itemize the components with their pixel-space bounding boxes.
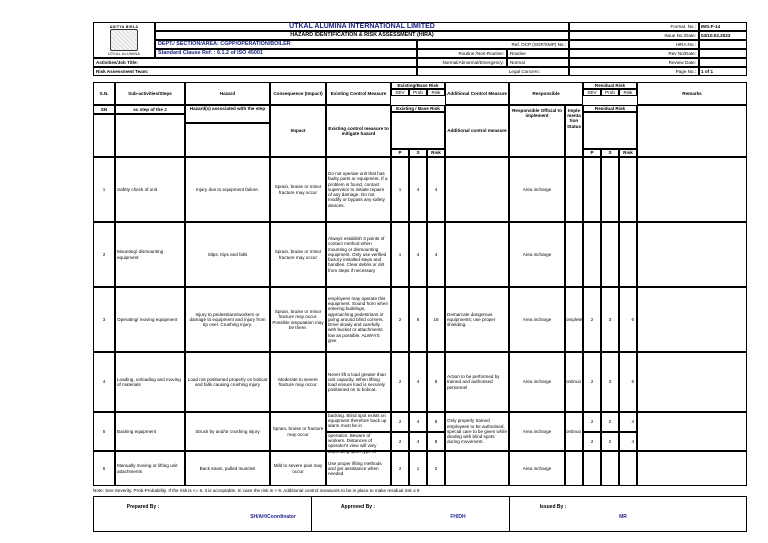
issued-label: Issued By :: [539, 504, 567, 511]
logo-top-text: ADITYA BIRLA: [109, 25, 139, 29]
row-responsible: Area incharge: [509, 157, 565, 222]
row-risk: 8: [427, 432, 445, 451]
row-res-risk: 4: [619, 432, 637, 451]
legal-label: Legal Concern:: [417, 67, 569, 76]
company-logo: [93, 22, 155, 58]
row-res-p: 2: [583, 287, 601, 352]
col-risk: Risk: [427, 89, 445, 96]
row-res-p: [583, 451, 601, 486]
col-base-fill: [391, 112, 445, 149]
row-res-p: 2: [583, 412, 601, 432]
review-label: Review Date:: [569, 58, 699, 67]
col-prob: Prob: [409, 89, 427, 96]
row-res-risk: 6: [619, 352, 637, 412]
row-sn: 5: [93, 412, 115, 451]
row-s: 4: [409, 352, 427, 412]
row-res-s: 3: [601, 287, 619, 352]
col-p: P: [391, 149, 409, 157]
row-responsible: Area incharge: [509, 287, 565, 352]
col-res-prob: Prob: [601, 89, 619, 96]
issue-label: Issue No./Date:: [569, 31, 699, 40]
format-label: Format. No.:: [569, 22, 699, 31]
row-sn: 1: [93, 157, 115, 222]
col-impact: Impact: [270, 105, 326, 157]
issue-value: 03/10.02.2023: [699, 31, 747, 40]
col-res-s: S: [601, 149, 619, 157]
row-p: 2: [391, 352, 409, 412]
row-consequence: Sprain, bruise or fracture may occur: [270, 412, 326, 451]
row-risk: 2: [427, 451, 445, 486]
col-sub-fill: [115, 114, 185, 157]
rev-value: [699, 49, 747, 58]
row-step: Manually moving or lifting unit attachments: [115, 451, 185, 486]
row-res-s: 2: [601, 412, 619, 432]
doc-title: HAZARD IDENTIFICATION & RISK ASSESSMENT (HIRA): [155, 31, 569, 40]
company-name: UTKAL ALUMINA INTERNATIONAL LIMITED: [155, 22, 569, 31]
row-res-risk: [619, 222, 637, 287]
row-res-risk: 6: [619, 287, 637, 352]
row-sn: 3: [93, 287, 115, 352]
row-consequence: Sprain, bruise or minor fracture may occur: [270, 157, 326, 222]
col-sn-2: SN: [93, 105, 115, 114]
col-sev: SEV: [391, 89, 409, 96]
row-p: 1: [391, 157, 409, 222]
row-existing: Always establish 3 points of contact method when mounting or dismounting equipment. Only use verified factory installed steps and handles. Clear debris or dirt from steps if necessary: [326, 222, 391, 287]
sig-divider-2: [509, 496, 510, 532]
row-risk: 4: [427, 157, 445, 222]
row-remarks: [637, 287, 747, 352]
team-label: Risk Assessment Team:: [93, 67, 417, 76]
hira-sheet: [93, 22, 747, 532]
sig-divider-1: [311, 496, 312, 532]
row-hazard: Load not positioned properly on bobcat and falls causing crushing injury: [185, 352, 270, 412]
nae-label: Normal/Abnormal/Emergency:: [417, 58, 507, 67]
row-remarks: [637, 352, 747, 412]
row-additional: [445, 451, 509, 486]
col-res-p: P: [583, 149, 601, 157]
col-sub: Sub-activities/Steps: [115, 82, 185, 105]
row-remarks: [637, 451, 747, 486]
row-remarks: [637, 222, 747, 287]
format-value: IMS-F-14: [699, 22, 747, 31]
row-sn: 2: [93, 222, 115, 287]
row-res-p: [583, 157, 601, 222]
row-remarks: [637, 412, 747, 451]
row-additional: Action to be performed by trained and authorised personnel: [445, 352, 509, 412]
row-existing: backing. Blind spot exists on equipment therefore back up alarm must be in: [326, 412, 391, 432]
row-existing: Do not operate unit that has faulty parts or equipment. If a problem is found, contact supervisor to initiate repairs of any damage. Do not modify or bypass any safety devices.: [326, 157, 391, 222]
review-value: [699, 58, 747, 67]
row-additional: [445, 157, 509, 222]
logo-seal-icon: [110, 29, 138, 51]
row-res-s: [601, 451, 619, 486]
prepared-label: Prepared By :: [126, 504, 160, 511]
page-value: 1 of 1: [699, 67, 747, 76]
col-hazard-fill: [185, 123, 270, 157]
col-remarks-2: [637, 105, 747, 157]
row-step: Safety check of unit: [115, 157, 185, 222]
row-status: omplete: [565, 287, 583, 352]
approved-value: FH/DH: [450, 514, 466, 521]
col-additional: Additional Control Measure: [445, 82, 509, 105]
row-responsible: Area incharge: [509, 412, 565, 451]
col-res-fill: [583, 112, 637, 149]
row-status: [565, 451, 583, 486]
row-responsible: Area incharge: [509, 352, 565, 412]
rev-label: Rev No/Date:: [569, 49, 699, 58]
col-existing-2: Existing control measure to mitigate hazard: [326, 105, 391, 157]
row-step: Loading, unloading and moving of materials: [115, 352, 185, 412]
row-risk: 4: [427, 222, 445, 287]
col-res-risk: Risk: [619, 149, 637, 157]
row-p: 2: [391, 287, 409, 352]
row-step: Backing equipment: [115, 412, 185, 451]
col-sn: S.N.: [93, 82, 115, 105]
row-hazard: Back strain, pulled muscles: [185, 451, 270, 486]
page-label: Page No.:: [569, 67, 699, 76]
row-existing: Use proper lifting methods and get assistance when needed.: [326, 451, 391, 486]
row-risk: 8: [427, 352, 445, 412]
col-sub-2: sc step of the J: [115, 105, 185, 114]
col-res-risk: Risk: [619, 89, 637, 96]
approved-label: Approved By :: [340, 504, 376, 511]
row-additional: Only properly trained employees to be authorised, special care to be given while dealing with blind spots during movement.: [445, 412, 509, 451]
row-consequence: Mild to severe pain may occur: [270, 451, 326, 486]
row-p: 2: [391, 412, 409, 432]
row-existing: operation. Beware of workers. Distances of operator's view will vary depending upon type of: [326, 432, 391, 451]
row-hazard: Struck by and/or crushing injury: [185, 412, 270, 451]
nae-value: Normal: [507, 58, 569, 67]
row-res-p: [583, 222, 601, 287]
issued-value: MR: [619, 514, 627, 521]
row-s: 1: [409, 451, 427, 486]
ref-ocp-label: Ref. OCP (SOP/SMP) No.:: [417, 40, 569, 49]
row-res-s: 2: [601, 432, 619, 451]
row-res-p: 2: [583, 352, 601, 412]
row-remarks: [637, 157, 747, 222]
col-consequence: Consequence (Impact): [270, 82, 326, 105]
row-hazard: Injury due to equipment failure.: [185, 157, 270, 222]
routine-value: Routine: [507, 49, 569, 58]
row-existing: Never lift a load greater than unit capacity. When lifting load ensure load is securely positioned on to bobcat.: [326, 352, 391, 412]
row-consequence: Sprain, bruise or minor fracture may occur: [270, 222, 326, 287]
col-impl-status: Imple menta tion Status: [565, 105, 583, 157]
prepared-value: SH/AH/Coordinator: [250, 514, 296, 521]
row-s: 4: [409, 412, 427, 432]
activities-label: Activities/Job Title:: [93, 58, 417, 67]
col-additional-2: Additional control measure: [445, 105, 509, 157]
hira-value: [699, 40, 747, 49]
row-s: 8: [409, 287, 427, 352]
row-risk: 8: [427, 412, 445, 432]
col-hazard-2: Hazard(s) associated with the step: [185, 105, 270, 123]
col-residual-2: Residual Risk: [583, 105, 637, 112]
row-status: ontinuo: [565, 352, 583, 412]
row-s: 4: [409, 432, 427, 451]
row-risk: 16: [427, 287, 445, 352]
row-s: 4: [409, 157, 427, 222]
col-existing-base-2: Existing / Base Risk: [391, 105, 445, 112]
row-step: Mounting/ dismounting equipment: [115, 222, 185, 287]
row-additional: [445, 222, 509, 287]
row-res-s: [601, 157, 619, 222]
col-risk-2: Risk: [427, 149, 445, 157]
col-s: S: [409, 149, 427, 157]
col-residual: Residual Risk: [583, 82, 637, 89]
row-p: 1: [391, 222, 409, 287]
row-p: 2: [391, 432, 409, 451]
col-sn-fill: [93, 114, 115, 157]
col-existing-base: Existing/Base Risk: [391, 82, 445, 89]
row-s: 4: [409, 222, 427, 287]
row-hazard: Slips, trips and falls: [185, 222, 270, 287]
row-hazard: Injury to pedestrians/workers or damage to equipment and injury from tip over. Crushing injury.: [185, 287, 270, 352]
row-res-risk: [619, 157, 637, 222]
row-step: Operating/ moving equipment: [115, 287, 185, 352]
col-hazard: Hazard: [185, 82, 270, 105]
row-res-risk: [619, 451, 637, 486]
routine-label: Routine /Non-Routine:: [417, 49, 507, 58]
row-existing: employees may operate this equipment. Sound horn when entering buildings, approaching pedestrians or going around blind corners. Drive slowly and carefully with bucket or attachments low as possible. ALWAYS give: [326, 287, 391, 352]
col-res-sev: SEV: [583, 89, 601, 96]
row-consequence: Moderate to severe fracture may occur.: [270, 352, 326, 412]
logo-bottom-text: UTKAL ALUMINA: [107, 52, 141, 56]
row-res-s: 3: [601, 352, 619, 412]
row-p: 2: [391, 451, 409, 486]
row-status: [565, 157, 583, 222]
row-res-p: 2: [583, 432, 601, 451]
row-sn: 6: [93, 451, 115, 486]
row-status: ontinuo: [565, 412, 583, 451]
hira-label: HIRA No.:: [569, 40, 699, 49]
standard-clause: Standard Clause Ref. : 6.1.2 of ISO 45001: [155, 49, 417, 58]
row-res-s: [601, 222, 619, 287]
row-additional: Demarcate dangerous equipments; use proper shielding.: [445, 287, 509, 352]
row-status: [565, 222, 583, 287]
dept-section: DEPT./ SECTION/AREA: CGPP/OPERATION/BOILER: [155, 40, 417, 49]
row-sn: 4: [93, 352, 115, 412]
row-responsible: Area incharge: [509, 451, 565, 486]
col-remarks: Remarks: [637, 82, 747, 105]
row-consequence: Sprain, bruise or minor fracture may occur. Possible amputation may be there.: [270, 287, 326, 352]
col-responsible-2: Responsible Official to implement: [509, 105, 565, 157]
col-existing: Existing Control Measure: [326, 82, 391, 105]
row-responsible: Area incharge: [509, 222, 565, 287]
footer-note: Note: Sev-Severity, Prob-Probability. If the risk is <= 9, it is acceptable. In case the risk is > 9, Additional control measures to be in place to make residual risk ≤ 9: [93, 487, 420, 493]
col-responsible: Responsible: [509, 82, 583, 105]
row-res-risk: 4: [619, 412, 637, 432]
